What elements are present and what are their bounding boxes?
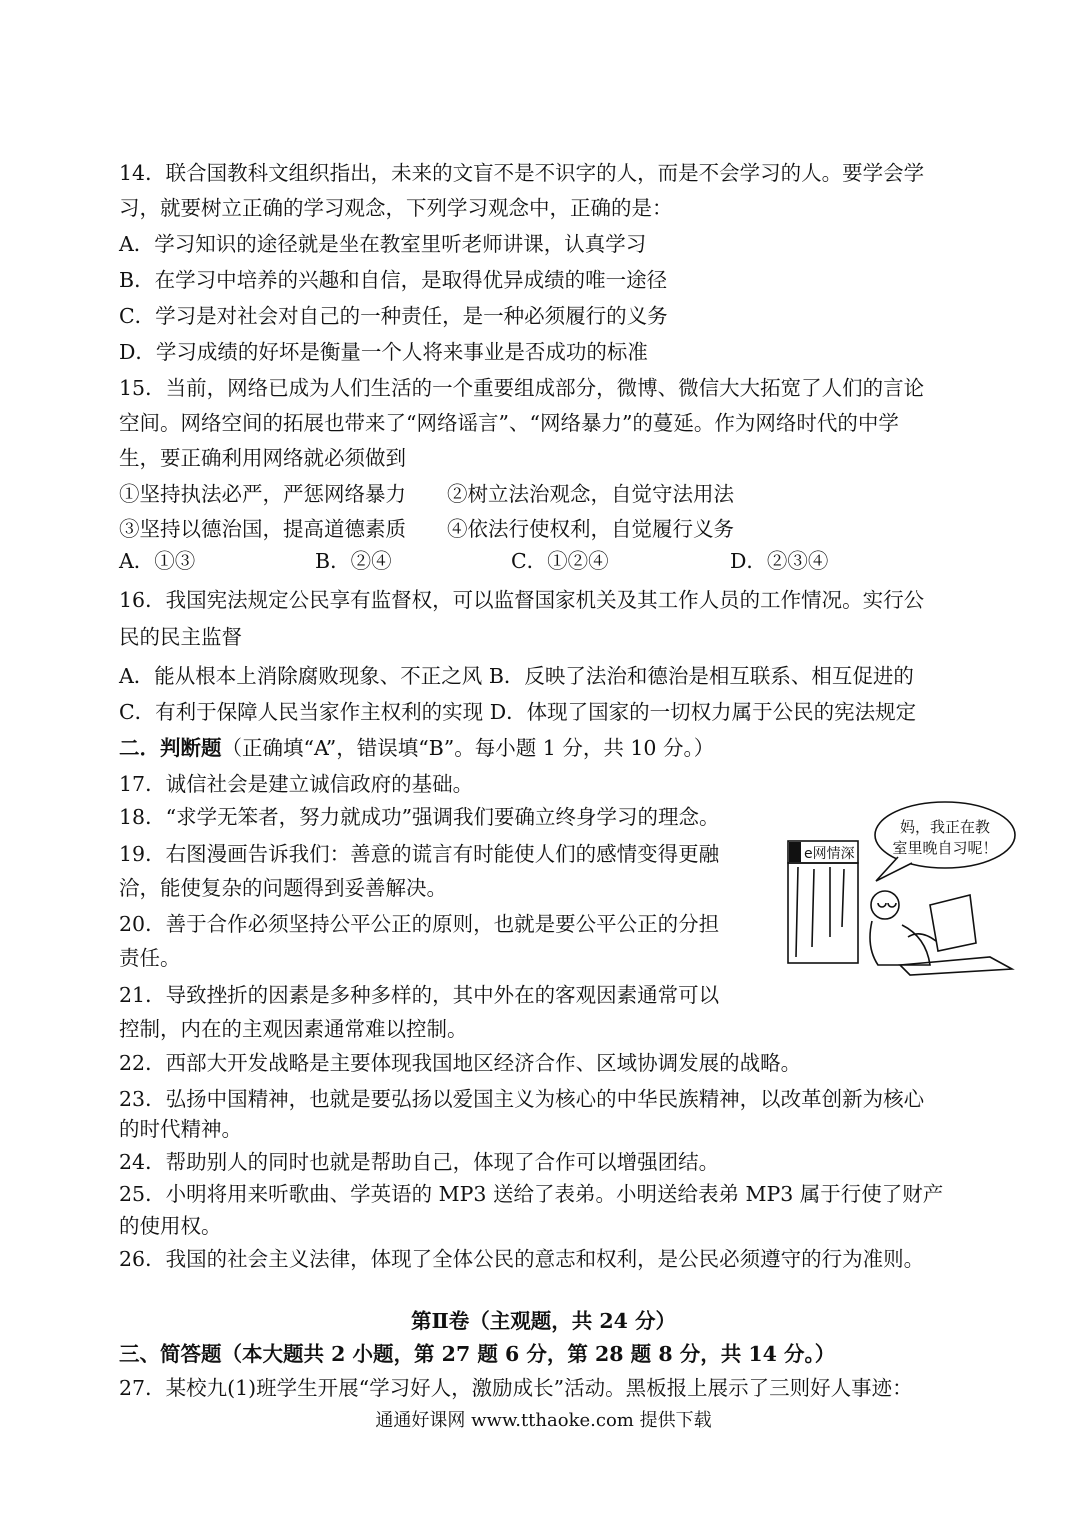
q19-line1: 19．右图漫画告诉我们：善意的谎言有时能使人们的感情变得更融 — [119, 842, 720, 866]
q25-line2: 的使用权。 — [119, 1214, 222, 1238]
q26: 26．我国的社会主义法律，体现了全体公民的意志和权利，是公民必须遵守的行为准则。 — [119, 1247, 925, 1271]
q15-option-d: D．②③④ — [730, 549, 829, 573]
q15-stem-line2: 空间。网络空间的拓展也带来了“网络谣言”、“网络暴力”的蔓延。作为网络时代的中学 — [119, 411, 899, 435]
q17: 17．诚信社会是建立诚信政府的基础。 — [119, 772, 474, 796]
q16-options-ab: A．能从根本上消除腐败现象、不正之风 B．反映了法治和德治是相互联系、相互促进的 — [119, 664, 914, 688]
q23-line2: 的时代精神。 — [119, 1117, 242, 1141]
q15-items-line2: ③坚持以德治国，提高道德素质 ④依法行使权利，自觉履行义务 — [119, 517, 734, 541]
section-3-heading: 三、简答题（本大题共 2 小题，第 27 题 6 分，第 28 题 8 分，共 14 分。） — [119, 1342, 836, 1366]
sign-logo-e — [789, 842, 801, 862]
cartoon-illustration — [780, 797, 1030, 977]
q15-options — [119, 547, 879, 575]
q15-items-line1: ①坚持执法必严，严惩网络暴力 ②树立法治观念，自觉守法用法 — [119, 482, 734, 506]
desk-keyboard — [900, 957, 1012, 975]
q14-stem-line1: 14．联合国教科文组织指出，未来的文盲不是不识字的人，而是不会学习的人。要学会学 — [119, 161, 925, 185]
q16-options-cd: C．有利于保障人民当家作主权利的实现 D．体现了国家的一切权力属于公民的宪法规定 — [119, 700, 917, 724]
q14-option-d: D．学习成绩的好坏是衡量一个人将来事业是否成功的标准 — [119, 340, 648, 364]
q27-stem: 27．某校九(1)班学生开展“学习好人，激励成长”活动。黑板报上展示了三则好人事迹： — [119, 1376, 913, 1400]
q15-option-a: A．①③ — [119, 549, 196, 573]
q14-option-a: A．学习知识的途径就是坐在教室里听老师讲课，认真学习 — [119, 232, 647, 256]
q16-stem-line1: 16．我国宪法规定公民享有监督权，可以监督国家机关及其工作人员的工作情况。实行公 — [119, 588, 925, 612]
q23-line1: 23．弘扬中国精神，也就是要弘扬以爱国主义为核心的中华民族精神，以改革创新为核心 — [119, 1087, 925, 1111]
q15-stem-line1: 15．当前，网络已成为人们生活的一个重要组成部分，微博、微信大大拓宽了人们的言论 — [119, 376, 925, 400]
q22: 22．西部大开发战略是主要体现我国地区经济合作、区域协调发展的战略。 — [119, 1051, 802, 1075]
q15-option-b: B．②④ — [315, 549, 392, 573]
q19-line2: 洽，能使复杂的问题得到妥善解决。 — [119, 876, 447, 900]
cartoon-sign-text: e网情深 — [804, 846, 855, 862]
bubble-text-line1: 妈，我正在教 — [899, 818, 991, 836]
q14-option-b: B．在学习中培养的兴趣和自信，是取得优异成绩的唯一途径 — [119, 268, 668, 292]
q24: 24．帮助别人的同时也就是帮助自己，体现了合作可以增强团结。 — [119, 1150, 720, 1174]
page-footer: 通通好课网 www.tthaoke.com 提供下载 — [375, 1410, 712, 1431]
q18: 18．“求学无笨者，努力就成功”强调我们要确立终身学习的理念。 — [119, 805, 720, 829]
q16-stem-line2: 民的民主监督 — [119, 625, 242, 649]
section-2-title: 二．判断题 — [119, 736, 222, 760]
section-2-heading — [119, 734, 714, 762]
q14-option-c: C．学习是对社会对自己的一种责任，是一种必须履行的义务 — [119, 304, 668, 328]
q21-line1: 21．导致挫折的因素是多种多样的，其中外在的客观因素通常可以 — [119, 983, 720, 1007]
part-2-title: 第Ⅱ卷（主观题，共 24 分） — [410, 1309, 677, 1333]
q25-line1: 25．小明将用来听歌曲、学英语的 MP3 送给了表弟。小明送给表弟 MP3 属于行使了财产 — [119, 1182, 944, 1206]
q20-line1: 20．善于合作必须坚持公平公正的原则，也就是要公平公正的分担 — [119, 912, 720, 936]
q15-option-c: C．①②④ — [511, 549, 609, 573]
laptop-screen — [930, 895, 976, 951]
section-2-rule: （正确填“A”，错误填“B”。每小题 1 分，共 10 分。） — [221, 736, 715, 760]
q20-line2: 责任。 — [119, 946, 181, 970]
q21-line2: 控制，内在的主观因素通常难以控制。 — [119, 1017, 468, 1041]
q15-stem-line3: 生，要正确利用网络就必须做到 — [119, 446, 406, 470]
bubble-text-line2: 室里晚自习呢！ — [892, 839, 998, 857]
q14-stem-line2: 习，就要树立正确的学习观念，下列学习观念中，正确的是： — [119, 196, 673, 220]
